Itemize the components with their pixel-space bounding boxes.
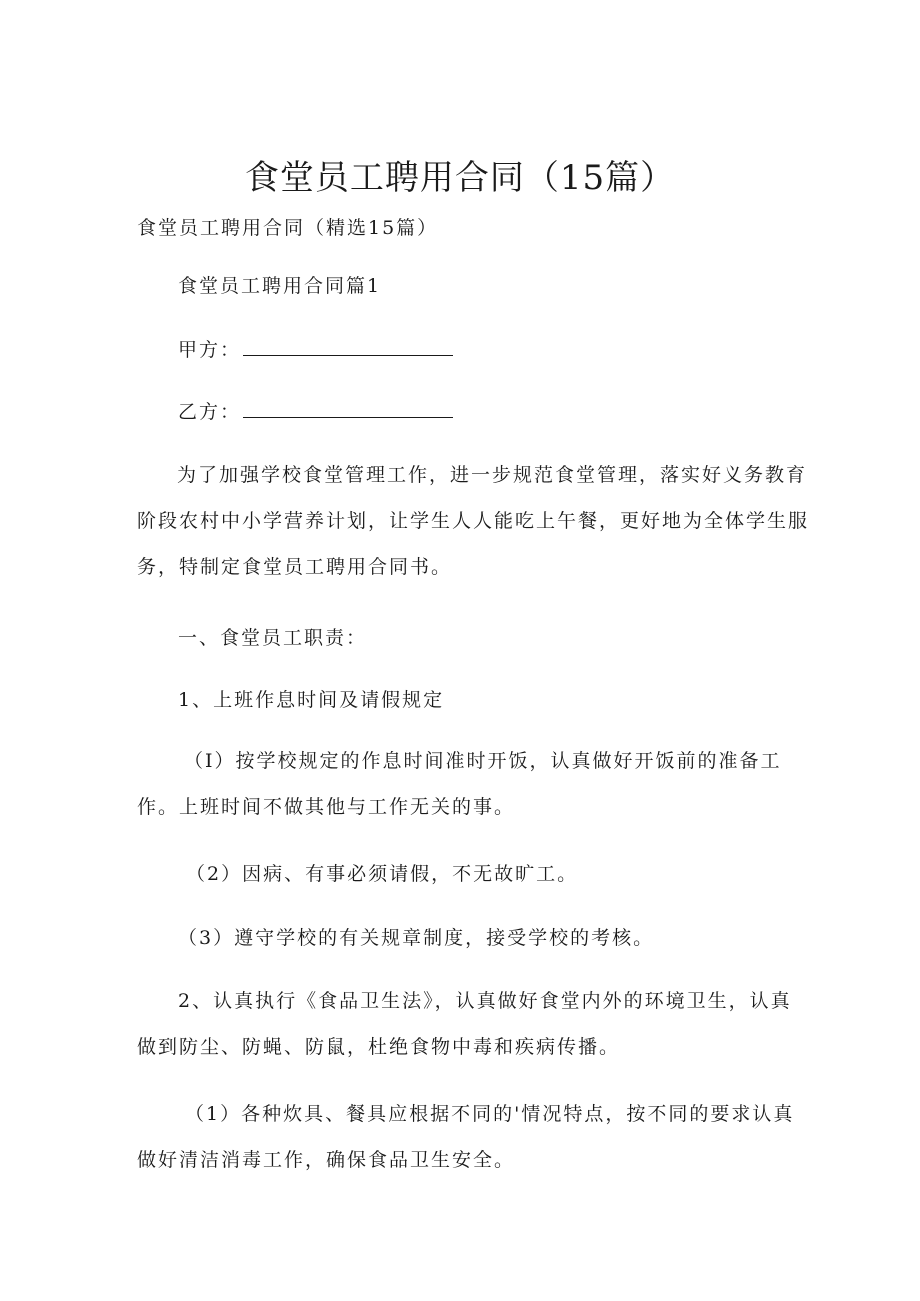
party-a-line: [178, 336, 453, 364]
item-2-1-line: 做好清洁消毒工作，确保食品卫生安全。: [137, 1149, 516, 1171]
item-2-line: 2、认真执行《食品卫生法》，认真做好食堂内外的环境卫生，认真: [178, 990, 792, 1012]
intro-paragraph: [137, 452, 810, 590]
party-a-blank: [243, 337, 453, 356]
document-subtitle: 食堂员工聘用合同（精选15篇）: [137, 217, 439, 239]
intro-line: 为了加强学校食堂管理工作，进一步规范食堂管理，落实好义务教育: [177, 464, 808, 486]
item-1: 1、上班作息时间及请假规定: [178, 689, 445, 711]
party-b-line: [178, 398, 453, 426]
heading-duties: 一、食堂员工职责：: [178, 627, 368, 649]
item-2-line: 做到防尘、防蝇、防鼠，杜绝食物中毒和疾病传播。: [137, 1036, 621, 1058]
intro-line: 阶段农村中小学营养计划，让学生人人能吃上午餐，更好地为全体学生服: [137, 510, 810, 532]
party-b-label: 乙方：: [178, 401, 242, 423]
section-heading: 食堂员工聘用合同篇1: [178, 275, 382, 297]
item-2-paragraph: [137, 978, 792, 1070]
item-1-3: （3）遵守学校的有关规章制度，接受学校的考核。: [178, 927, 655, 949]
item-2-1-paragraph: [137, 1091, 795, 1183]
item-2-1-line: （1）各种炊具、餐具应根据不同的'情况特点，按不同的要求认真: [185, 1103, 795, 1125]
document-title: 食堂员工聘用合同（15篇）: [244, 158, 676, 198]
item-1-2: （2）因病、有事必须请假，不无故旷工。: [186, 863, 579, 885]
party-a-label: 甲方：: [178, 339, 242, 361]
party-b-blank: [243, 399, 453, 418]
intro-line: 务，特制定食堂员工聘用合同书。: [137, 556, 453, 578]
item-1-1-line: （I）按学校规定的作息时间准时开饭，认真做好开饭前的准备工: [184, 750, 782, 772]
item-1-1-line: 作。上班时间不做其他与工作无关的事。: [137, 796, 516, 818]
item-1-1-paragraph: [137, 738, 787, 830]
